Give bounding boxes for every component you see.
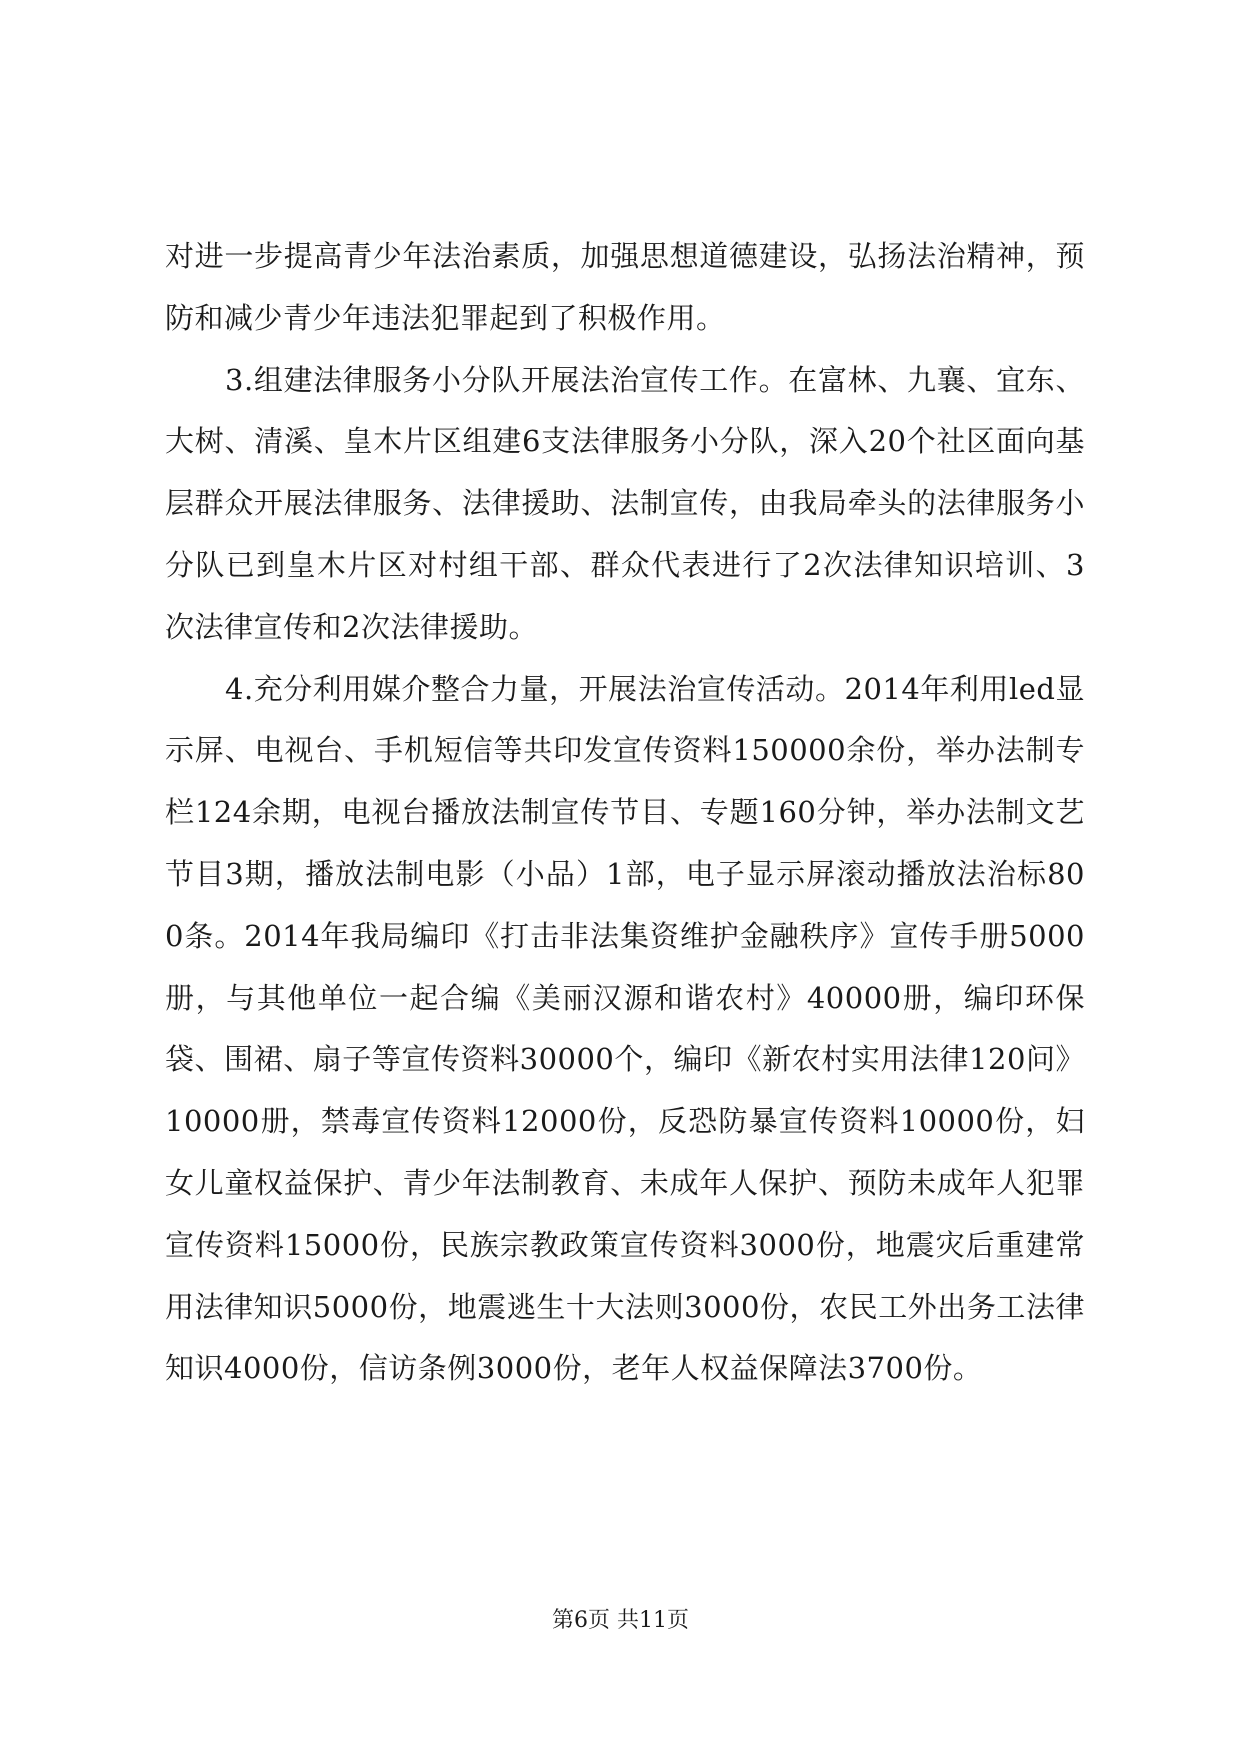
document-body — [165, 226, 1085, 1400]
paragraph-continuation: 对进一步提高青少年法治素质，加强思想道德建设，弘扬法治精神，预防和减少青少年违法犯罪起到了积极作用。 — [165, 239, 1085, 335]
paragraph-item-4: 4.充分利用媒介整合力量，开展法治宣传活动。2014年利用led显示屏、电视台、手机短信等共印发宣传资料150000余份，举办法制专栏124余期，电视台播放法制宣传节目、专题160分钟，举办法制文艺节目3期，播放法制电影（小品）1部，电子显示屏滚动播放法治标800条。2014年我局编印《打击非法集资维护金融秩序》宣传手册5000册，与其他单位一起合编《美丽汉源和谐农村》40000册，编印环保袋、围裙、扇子等宣传资料30000个，编印《新农村实用法律120问》10000册，禁毒宣传资料12000份，反恐防暴宣传资料10000份，妇女儿童权益保护、青少年法制教育、未成年人保护、预防未成年人犯罪宣传资料15000份，民族宗教政策宣传资料3000份，地震灾后重建常用法律知识5000份，地震逃生十大法则3000份，农民工外出务工法律知识4000份，信访条例3000份，老年人权益保障法3700份。 — [165, 671, 1085, 1386]
page-number-footer: 第6页 共11页 — [552, 1608, 689, 1633]
paragraph-item-3: 3.组建法律服务小分队开展法治宣传工作。在富林、九襄、宜东、大树、清溪、皇木片区组建6支法律服务小分队，深入20个社区面向基层群众开展法律服务、法律援助、法制宣传，由我局牵头的法律服务小分队已到皇木片区对村组干部、群众代表进行了2次法律知识培训、3次法律宣传和2次法律援助。 — [165, 362, 1085, 644]
